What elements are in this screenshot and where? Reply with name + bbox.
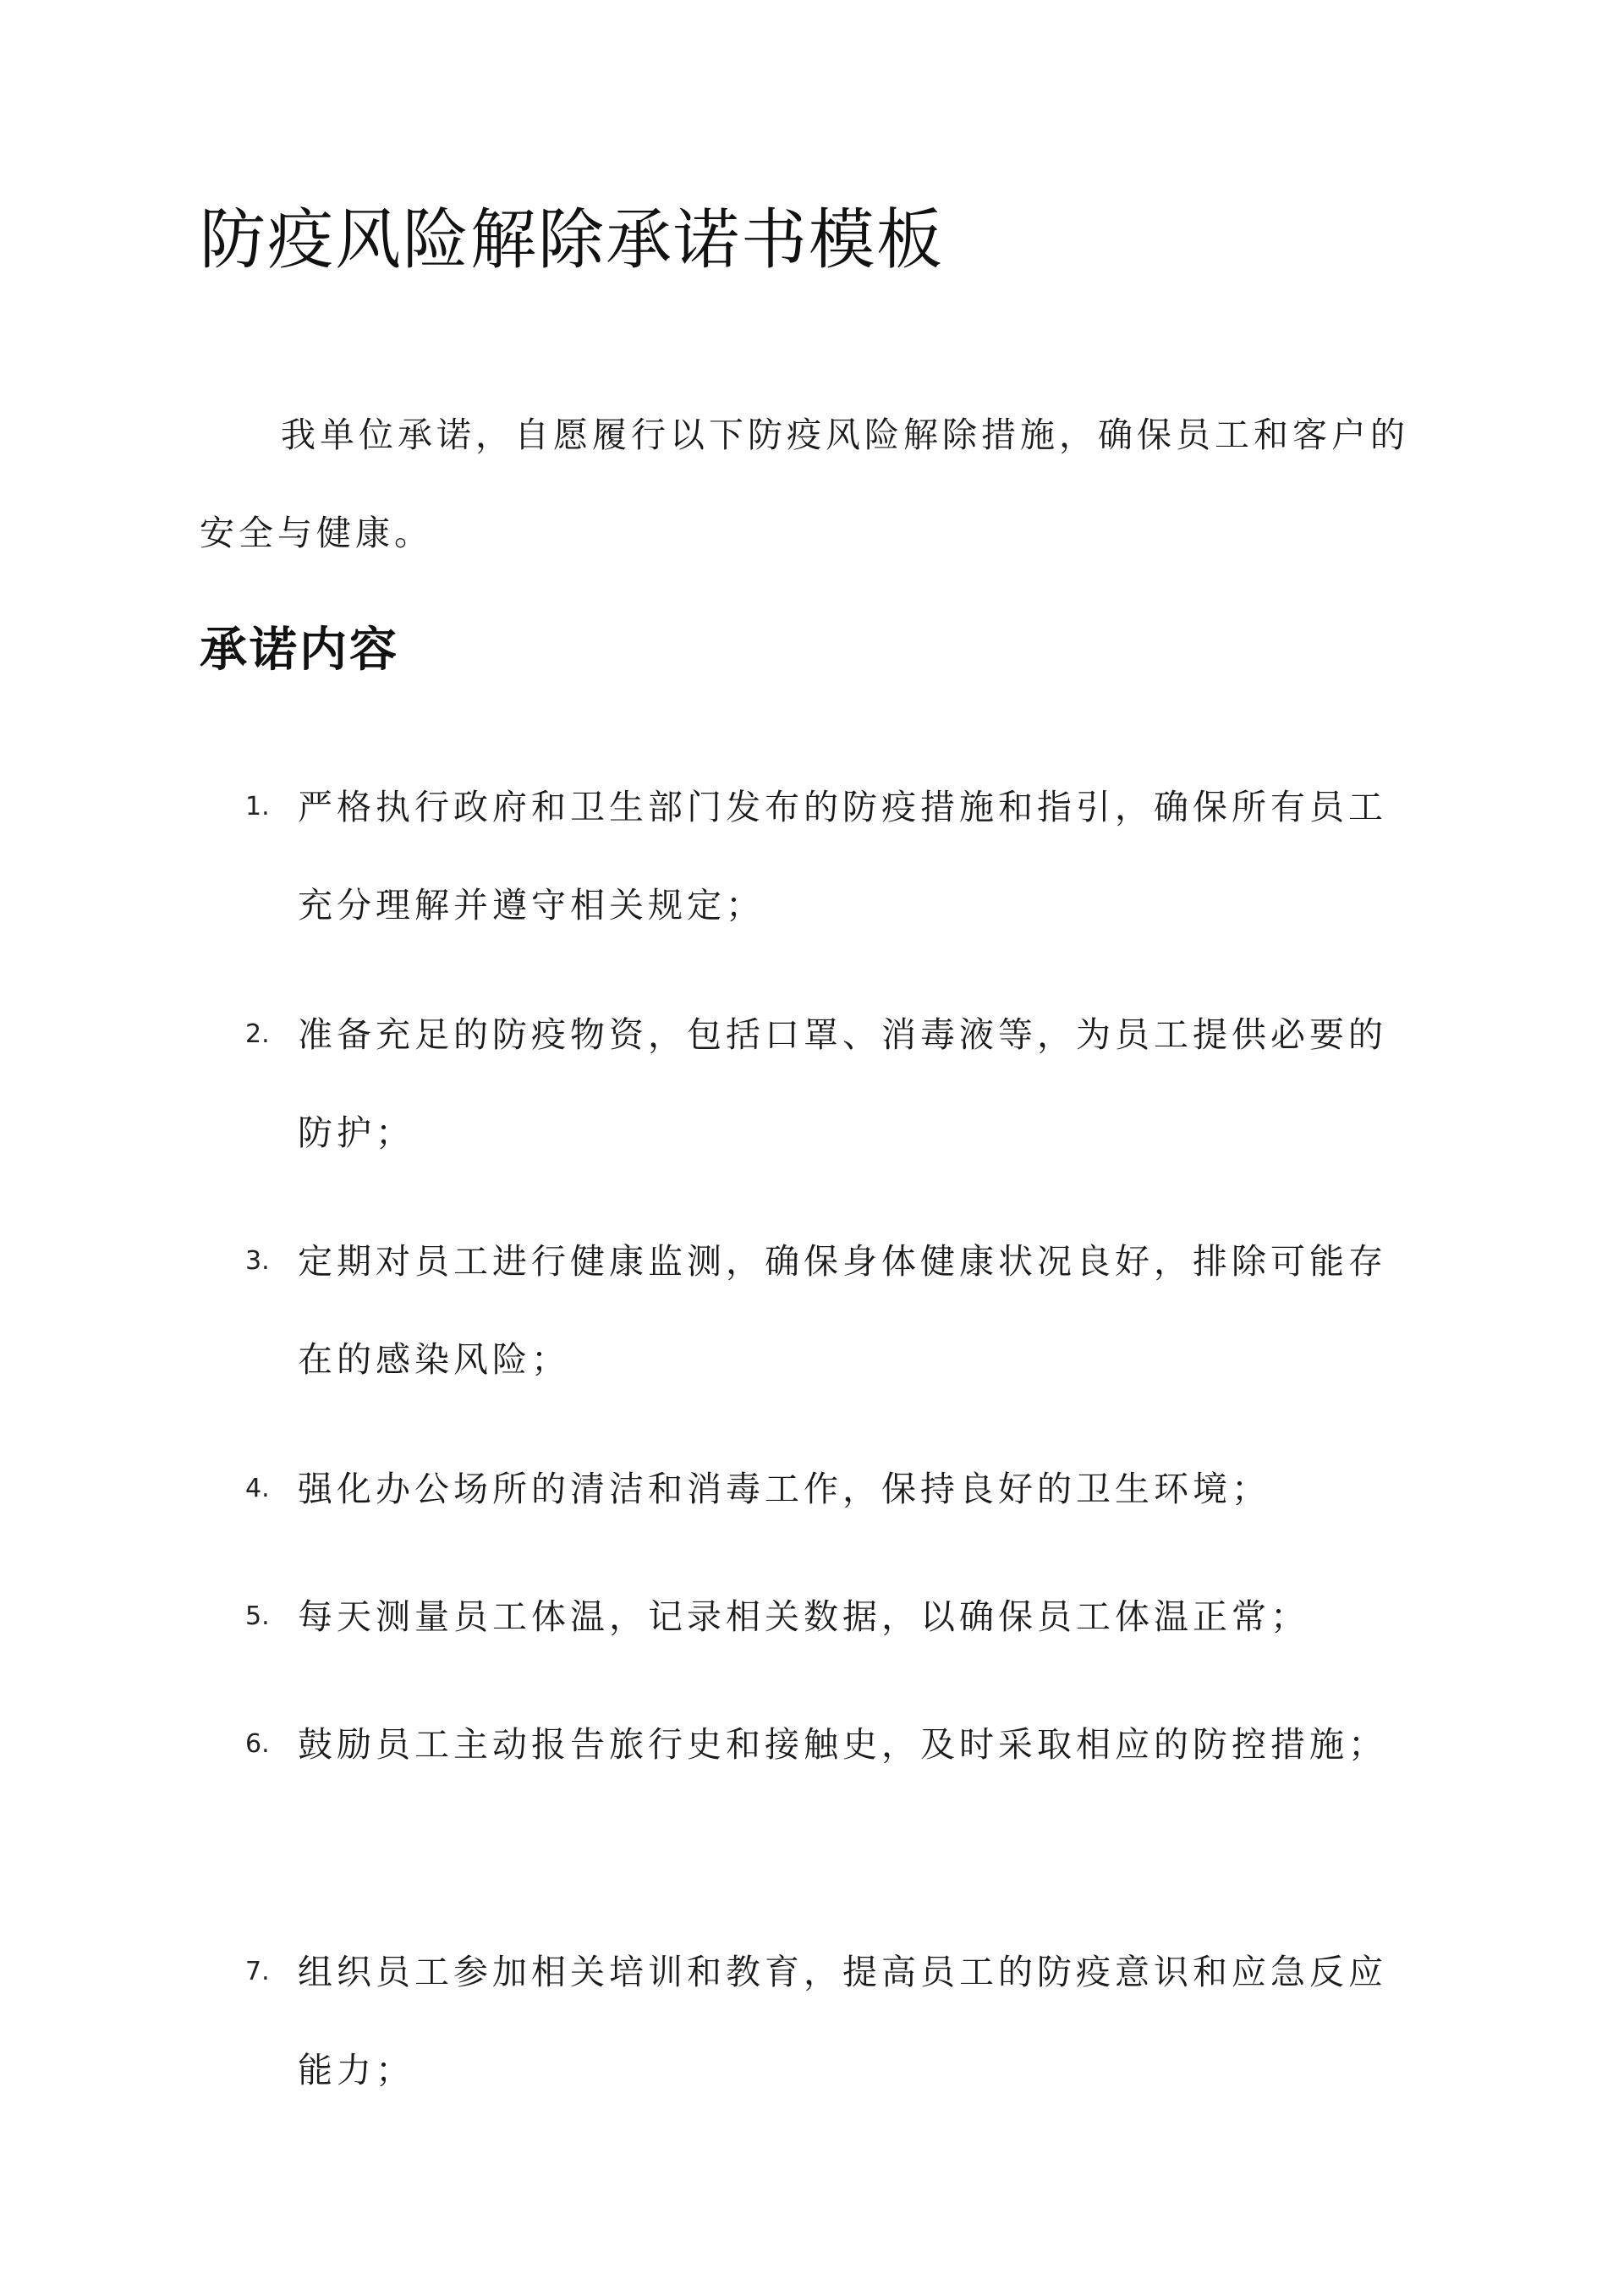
list-item-text: 准备充足的防疫物资，包括口罩、消毒液等，为员工提供必要的防护； (298, 1014, 1387, 1153)
list-item-number: 2. (245, 1019, 270, 1049)
list-item-text: 强化办公场所的清洁和消毒工作，保持良好的卫生环境； (298, 1469, 1270, 1509)
list-item-text: 严格执行政府和卫生部门发布的防疫措施和指引，确保所有员工充分理解并遵守相关规定； (298, 787, 1387, 926)
list-item-number: 5. (245, 1601, 270, 1631)
section-heading: 承诺内容 (200, 622, 399, 678)
list-item-text: 每天测量员工体温，记录相关数据，以确保员工体温正常； (298, 1596, 1309, 1637)
intro-paragraph: 我单位承诺，自愿履行以下防疫风险解除措施，确保员工和客户的安全与健康。 (200, 415, 1409, 553)
list-item-number: 7. (245, 1957, 270, 1986)
list-item-number: 3. (245, 1246, 270, 1276)
list-item-number: 1. (245, 792, 270, 821)
list-item-number: 4. (245, 1474, 270, 1503)
document-title: 防疫风险解除承诺书模板 (200, 202, 945, 278)
list-item-text: 定期对员工进行健康监测，确保身体健康状况良好，排除可能存在的感染风险； (298, 1241, 1387, 1380)
list-item-text: 组织员工参加相关培训和教育，提高员工的防疫意识和应急反应能力； (298, 1952, 1387, 2090)
list-item-text: 鼓励员工主动报告旅行史和接触史，及时采取相应的防控措施； (298, 1724, 1387, 1765)
list-item-number: 6. (245, 1729, 270, 1759)
